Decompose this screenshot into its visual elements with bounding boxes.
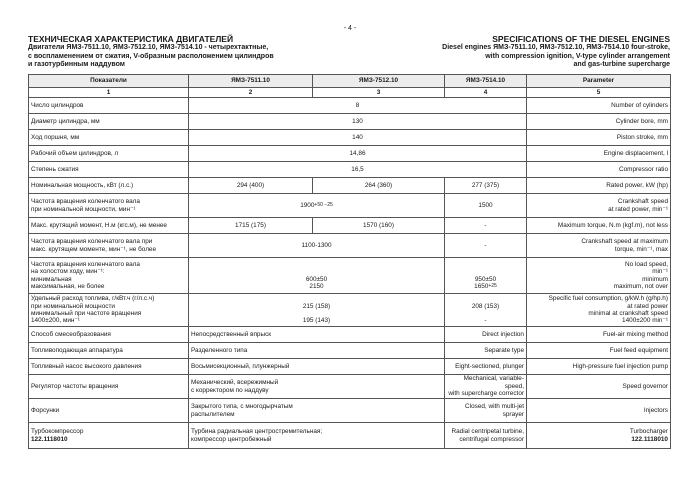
value-en-line: sprayer xyxy=(502,410,524,418)
row-injection-pump xyxy=(29,359,671,375)
row-fuel-feed xyxy=(29,343,671,359)
param-en: Engine displacement, l xyxy=(527,146,671,162)
value-en xyxy=(445,423,527,449)
param-ru-line: при номинальной мощности, мин⁻¹ xyxy=(31,205,136,213)
row-turbocharger xyxy=(29,423,671,449)
header-parameters-ru: Показатели xyxy=(29,75,189,88)
speed-value: 1900 xyxy=(300,201,315,209)
value-ru: Непосредственный впрыск xyxy=(189,327,445,343)
value-en: Eight-sectioned, plunger xyxy=(445,359,527,375)
param-en xyxy=(527,423,671,449)
value-all: 130 xyxy=(189,114,527,130)
value-7514 xyxy=(445,258,527,294)
english-desc-line-2: with compression ignition, V-type cylinder arrangement xyxy=(485,52,670,60)
value-ru: Разделенного типа xyxy=(189,343,445,359)
param-en: Rated power, kW (hp) xyxy=(527,178,671,194)
value-7511-7512 xyxy=(189,194,445,218)
russian-desc-line-1: Двигатели ЯМЗ-7511.10, ЯМЗ-7512.10, ЯМЗ-7514.10 - четырехтактные, xyxy=(28,44,269,51)
value-all: 140 xyxy=(189,130,527,146)
english-desc-line-1: Diesel engines ЯМЗ-7511.10, ЯМЗ-7512.10, ЯМЗ-7514.10 four-stroke, xyxy=(442,44,670,51)
value-ru: Восьмисекционный, плунжерный xyxy=(189,359,445,375)
row-fuel-consumption xyxy=(29,294,671,327)
header-row xyxy=(29,75,671,88)
param-ru-line: при номинальной мощности xyxy=(31,302,115,310)
param-en-line: min⁻¹ xyxy=(652,268,668,276)
russian-desc-line-2: с воспламенением от сжатия, V-образным расположением цилиндров xyxy=(28,52,274,60)
idle-min-value: 600±50 xyxy=(305,275,328,283)
value-en: Separate type xyxy=(445,343,527,359)
param-en: Fuel feed equipment xyxy=(527,343,671,359)
value-7514: - xyxy=(445,218,527,234)
russian-desc-line-3: и газотурбинным наддувом xyxy=(28,61,125,68)
row-rated-power xyxy=(29,178,671,194)
param-en-line: Specific fuel consumption, g/kW.h (g/hp.h) xyxy=(548,295,668,303)
param-ru-line: Турбокомпрессор xyxy=(31,428,84,436)
row-crankshaft-speed-torque xyxy=(29,234,671,258)
value-en-line: with supercharge corrector xyxy=(448,390,524,398)
param-ru xyxy=(29,258,189,294)
param-en: Number of cylinders xyxy=(527,98,671,114)
param-ru: Форсунки xyxy=(29,399,189,423)
param-en-line: Crankshaft speed xyxy=(617,198,668,206)
value-7511-7512: 1100-1300 xyxy=(189,234,445,258)
param-ru-line: минимальный при частоте вращения xyxy=(31,310,142,317)
param-en: Cylinder bore, mm xyxy=(527,114,671,130)
param-ru: Рабочий объем цилиндров, л xyxy=(29,146,189,162)
param-ru: Регулятор частоты вращения xyxy=(29,375,189,399)
param-ru: Топливный насос высокого давления xyxy=(29,359,189,375)
turbo-model-en: 122.1118010 xyxy=(631,435,668,443)
value-7511-7512 xyxy=(189,258,445,294)
row-displacement xyxy=(29,146,671,162)
value-en-line: Radial centripetal turbine, xyxy=(451,428,524,436)
row-cylinders xyxy=(29,98,671,114)
column-number: 2 xyxy=(189,88,313,98)
idle-max-value: 2150 xyxy=(309,282,324,290)
param-ru: Степень сжатия xyxy=(29,162,189,178)
english-desc-line-3: and gas-turbine supercharge xyxy=(573,61,670,68)
header-ymz-7514: ЯМЗ-7514.10 xyxy=(445,75,527,88)
row-compression-ratio xyxy=(29,162,671,178)
header-parameter-en: Parameter xyxy=(527,75,671,88)
value-7514 xyxy=(445,294,527,327)
param-ru: Макс. крутящий момент, Н.м (кгс.м), не менее xyxy=(29,218,189,234)
param-ru-line: макс. крутящем моменте, мин⁻¹, не более xyxy=(31,245,157,253)
param-en-line: at rated power, min⁻¹ xyxy=(608,205,668,213)
idle-min-value: 950±50 xyxy=(474,275,497,283)
param-en xyxy=(527,294,671,327)
param-ru xyxy=(29,423,189,449)
value-ru-line: Механический, всережимный xyxy=(191,379,279,387)
fuel-rated-value: 208 (153) xyxy=(471,302,500,310)
value-ru-line: распылителем xyxy=(191,410,235,418)
value-7511: 1715 (175) xyxy=(189,218,313,234)
value-ru xyxy=(189,399,445,423)
row-crankshaft-speed-rated xyxy=(29,194,671,218)
row-idle-speed xyxy=(29,258,671,294)
turbo-model-ru: 122.1118010 xyxy=(31,435,68,443)
param-en xyxy=(527,194,671,218)
value-7511-7512 xyxy=(189,294,445,327)
value-7514: 277 (375) xyxy=(445,178,527,194)
column-number: 3 xyxy=(313,88,445,98)
param-en xyxy=(527,234,671,258)
param-ru: Ход поршня, мм xyxy=(29,130,189,146)
column-number: 1 xyxy=(29,88,189,98)
param-en: Piston stroke, mm xyxy=(527,130,671,146)
row-max-torque xyxy=(29,218,671,234)
row-mixing-method xyxy=(29,327,671,343)
param-ru-line: Частота вращения коленчатого вала при xyxy=(31,238,153,246)
value-7514: 1500 xyxy=(445,194,527,218)
value-ru-line: Турбина радиальная центростремительная; xyxy=(191,428,323,436)
value-ru-line: с корректором по наддуву xyxy=(191,386,269,394)
param-en-line: No load speed, xyxy=(625,260,668,268)
value-ru xyxy=(189,423,445,449)
column-number: 5 xyxy=(527,88,671,98)
param-ru-line: Частота вращения коленчатого вала xyxy=(31,198,140,206)
param-ru-line: минимальная xyxy=(31,275,72,283)
value-7514: - xyxy=(445,234,527,258)
param-en: Compressor ratio xyxy=(527,162,671,178)
param-en-line: minimum xyxy=(642,275,668,283)
idle-max-value: 1650 xyxy=(474,282,489,290)
fuel-rated-value: 215 (158) xyxy=(302,302,331,310)
param-ru: Число цилиндров xyxy=(29,98,189,114)
idle-tolerance: +25 xyxy=(488,282,497,289)
param-en-line: torque, min⁻¹, max xyxy=(614,245,668,253)
row-cylinder-bore xyxy=(29,114,671,130)
param-ru: Диаметр цилиндра, мм xyxy=(29,114,189,130)
param-ru xyxy=(29,234,189,258)
param-ru-line: максимальная, не более xyxy=(31,282,105,290)
param-ru-line: на холостом ходу, мин⁻¹: xyxy=(31,268,105,276)
param-ru xyxy=(29,194,189,218)
value-en-line: centrifugal compressor xyxy=(459,435,524,443)
param-en: Speed governor xyxy=(527,375,671,399)
value-all: 16,5 xyxy=(189,162,527,178)
value-all: 8 xyxy=(189,98,527,114)
english-heading xyxy=(370,34,670,70)
param-ru-line: Удельный расход топлива, г/кВт.ч (г/л.с.ч) xyxy=(31,295,155,303)
value-7512: 1570 (160) xyxy=(313,218,445,234)
row-injectors xyxy=(29,399,671,423)
value-ru-line: Закрытого типа, с многодырчатым xyxy=(191,403,293,411)
header-ymz-7512: ЯМЗ-7512.10 xyxy=(313,75,445,88)
value-en-line: Mechanical, variable-speed, xyxy=(463,375,524,390)
param-ru xyxy=(29,294,189,327)
value-en: Direct injection xyxy=(445,327,527,343)
param-en xyxy=(527,258,671,294)
row-piston-stroke xyxy=(29,130,671,146)
param-ru-line: Частота вращения коленчатого вала xyxy=(31,260,140,268)
russian-heading xyxy=(28,34,328,70)
value-ru xyxy=(189,375,445,399)
param-ru: Способ смесеобразования xyxy=(29,327,189,343)
param-ru: Топливоподающая аппаратура xyxy=(29,343,189,359)
row-speed-governor xyxy=(29,375,671,399)
param-en-line: Crankshaft speed at maximum xyxy=(581,238,668,246)
value-ru-line: компрессор центробежный xyxy=(191,435,272,443)
page-number: - 4 - xyxy=(343,25,357,32)
param-en-line: at rated power xyxy=(627,302,668,310)
english-title: SPECIFICATIONS OF THE DIESEL ENGINES xyxy=(492,34,670,44)
specifications-table xyxy=(28,74,671,449)
param-en-line: Turbocharger xyxy=(629,428,668,436)
value-all: 14,86 xyxy=(189,146,527,162)
column-number: 4 xyxy=(445,88,527,98)
param-en: Fuel-air mixing method xyxy=(527,327,671,343)
speed-tolerance: +50 −25 xyxy=(314,201,333,208)
param-en: Injectors xyxy=(527,399,671,423)
header-ymz-7511: ЯМЗ-7511.10 xyxy=(189,75,313,88)
value-7511: 294 (400) xyxy=(189,178,313,194)
fuel-min-value: - xyxy=(484,317,487,325)
value-en-line: Closed, with multi-jet xyxy=(465,403,524,411)
param-ru-line: 1400±200, мин⁻¹ xyxy=(31,317,80,325)
value-en xyxy=(445,375,527,399)
value-7512: 264 (360) xyxy=(313,178,445,194)
value-en xyxy=(445,399,527,423)
param-en-line: minimal at crankshaft speed xyxy=(588,310,668,317)
fuel-min-value: 195 (143) xyxy=(302,317,331,325)
param-en-line: 1400±200 min⁻¹ xyxy=(622,317,668,325)
param-ru: Номинальная мощность, кВт (л.с.) xyxy=(29,178,189,194)
column-number-row xyxy=(29,88,671,98)
param-en: High-pressure fuel injection pump xyxy=(527,359,671,375)
param-en: Maximum torque, N.m (kgf.m), not less xyxy=(527,218,671,234)
param-en-line: maximum, not over xyxy=(613,282,668,290)
russian-title: ТЕХНИЧЕСКАЯ ХАРАКТЕРИСТИКА ДВИГАТЕЛЕЙ xyxy=(28,34,234,44)
